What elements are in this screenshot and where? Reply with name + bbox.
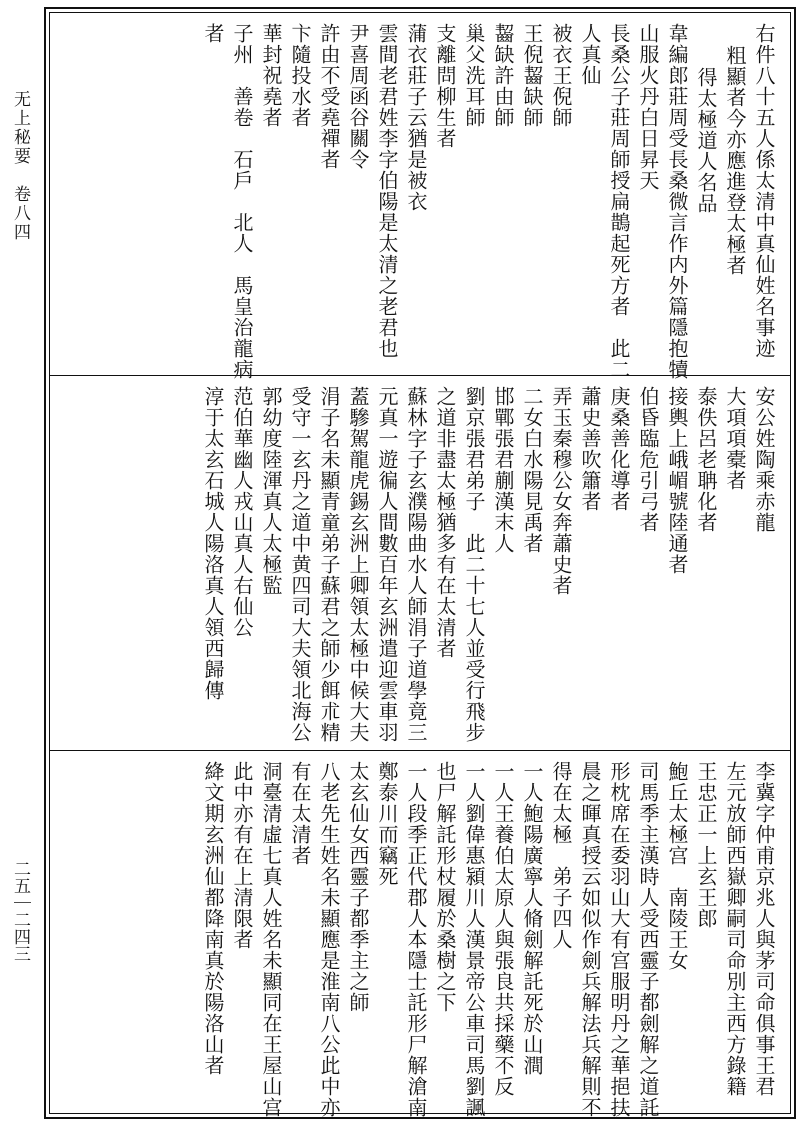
text-column: 蘇林字子玄濮陽曲水人師涓子道學竟三 — [404, 386, 428, 743]
text-column: 右件八十五人係太清中真仙姓名事迹 — [752, 23, 776, 359]
text-column: 王忠正一上玄王郎 — [694, 761, 718, 929]
text-column: 晨之暉真授云如似作劍兵解法兵解則不 — [578, 761, 602, 1118]
text-column: 得在太極 弟子四人 — [549, 761, 573, 950]
text-column: 伯昏臨危引弓者 — [636, 386, 660, 533]
text-column: 也尸解託形杖履於桑樹之下 — [433, 761, 457, 1013]
text-column: 受守一玄丹之道中黄四司大夫領北海公 — [288, 386, 312, 743]
text-column: 蓋驂駕龍虎錫玄洲上卿領太極中候大夫 — [346, 386, 370, 743]
text-frame-inner — [49, 12, 791, 1118]
text-column: 得太極道人名品 — [694, 67, 718, 214]
text-column: 尹喜周函谷關令 — [346, 23, 370, 170]
text-column: 子州 善卷 石戶 北人 馬皇治龍病 — [230, 23, 254, 380]
text-column: 人真仙 — [578, 23, 602, 86]
text-column: 此中亦有在上清限者 — [230, 761, 254, 950]
text-column: 許由不受堯禪者 — [317, 23, 341, 170]
text-column: 一人鮑陽廣寧人脩劍解託死於山澗 — [520, 761, 544, 1076]
text-column: 邯鄲張君蒯漢末人 — [491, 386, 515, 554]
page-number-margin: 二五｜二四三 — [10, 860, 30, 962]
text-column: 韋編郎莊周受長桑微言作内外篇隱抱犢 — [665, 23, 689, 380]
text-column: 齧缺許由師 — [491, 23, 515, 128]
text-column: 鮑丘太極宫 南陵王女 — [665, 761, 689, 971]
text-column: 粗顯者今亦應進登太極者 — [723, 45, 747, 276]
text-column: 司馬季主漢時人受西靈子都劍解之道託 — [636, 761, 660, 1118]
text-column: 大項項橐者 — [723, 386, 747, 491]
text-column: 范伯華幽人戎山真人右仙公 — [230, 386, 254, 638]
text-column: 淳于太玄石城人陽洛真人領西歸傳 — [201, 386, 225, 701]
panel-middle-columns — [198, 386, 778, 743]
book-title-margin: 无上秘要 卷八四 — [10, 90, 30, 242]
text-column: 雲間老君姓李字伯陽是太清之老君也 — [375, 23, 399, 359]
panel-top — [50, 13, 790, 380]
text-column: 元真一遊徧人間數百年玄洲遣迎雲車羽 — [375, 386, 399, 743]
text-column: 蒲衣莊子云猶是被衣 — [404, 23, 428, 212]
text-column: 華封祝堯者 — [259, 23, 283, 128]
text-column: 一人段季正代郡人本隱士託形尸解滄南 — [404, 761, 428, 1118]
panel-bottom — [50, 750, 790, 1116]
text-column: 左元放師西嶽卿嗣司命別主西方錄籍 — [723, 761, 747, 1097]
text-column: 被衣王倪師 — [549, 23, 573, 128]
text-column: 安公姓陶乘赤龍 — [752, 386, 776, 533]
text-column: 劉京張君弟子 此二十七人並受行飛步 — [462, 386, 486, 743]
text-column: 一人劉偉惠潁川人漢景帝公車司馬劉諷 — [462, 761, 486, 1118]
text-column: 郭幼度陸渾真人太極監 — [259, 386, 283, 596]
text-column: 接輿上峨嵋號陸通者 — [665, 386, 689, 575]
text-column: 有在太清者 — [288, 761, 312, 866]
text-column: 一人王養伯太原人與張良共採藥不反 — [491, 761, 515, 1097]
text-column: 支離問柳生者 — [433, 23, 457, 149]
text-column: 巢父洗耳師 — [462, 23, 486, 128]
text-column: 蕭史善吹簫者 — [578, 386, 602, 512]
panel-bottom-columns — [198, 761, 778, 1118]
text-column: 太玄仙女西靈子都季主之師 — [346, 761, 370, 1013]
text-column: 庚桑善化導者 — [607, 386, 631, 512]
text-column: 鄭泰川而竊死 — [375, 761, 399, 887]
text-column: 洞臺清虛七真人姓名未顯同在王屋山宫 — [259, 761, 283, 1118]
text-column: 弄玉秦穆公女奔蕭史者 — [549, 386, 573, 596]
text-column: 之道非盡太極猶多有在太清者 — [433, 386, 457, 659]
text-column: 二女白水陽見禹者 — [520, 386, 544, 554]
text-column: 長桑公子莊周師授扁鵲起死方者 此二 — [607, 23, 631, 380]
text-column: 八老先生姓名未顯應是淮南八公此中亦 — [317, 761, 341, 1118]
text-column: 王倪齧缺師 — [520, 23, 544, 128]
text-column: 山服火丹白日昇天 — [636, 23, 660, 191]
panel-middle — [50, 375, 790, 748]
text-frame — [44, 7, 796, 1119]
text-column: 泰佚呂老聃化者 — [694, 386, 718, 533]
text-column: 形枕席在委羽山大有宫服明丹之華挹扶 — [607, 761, 631, 1118]
text-column: 卞隨投水者 — [288, 23, 312, 128]
text-column: 絳文期玄洲仙都降南真於陽洛山者 — [201, 761, 225, 1076]
text-column: 李冀字仲甫京兆人與茅司命俱事王君 — [752, 761, 776, 1097]
text-column: 者 — [201, 23, 225, 44]
panel-top-columns — [198, 23, 778, 380]
text-column: 涓子名未顯青童弟子蘇君之師少餌朮精 — [317, 386, 341, 743]
